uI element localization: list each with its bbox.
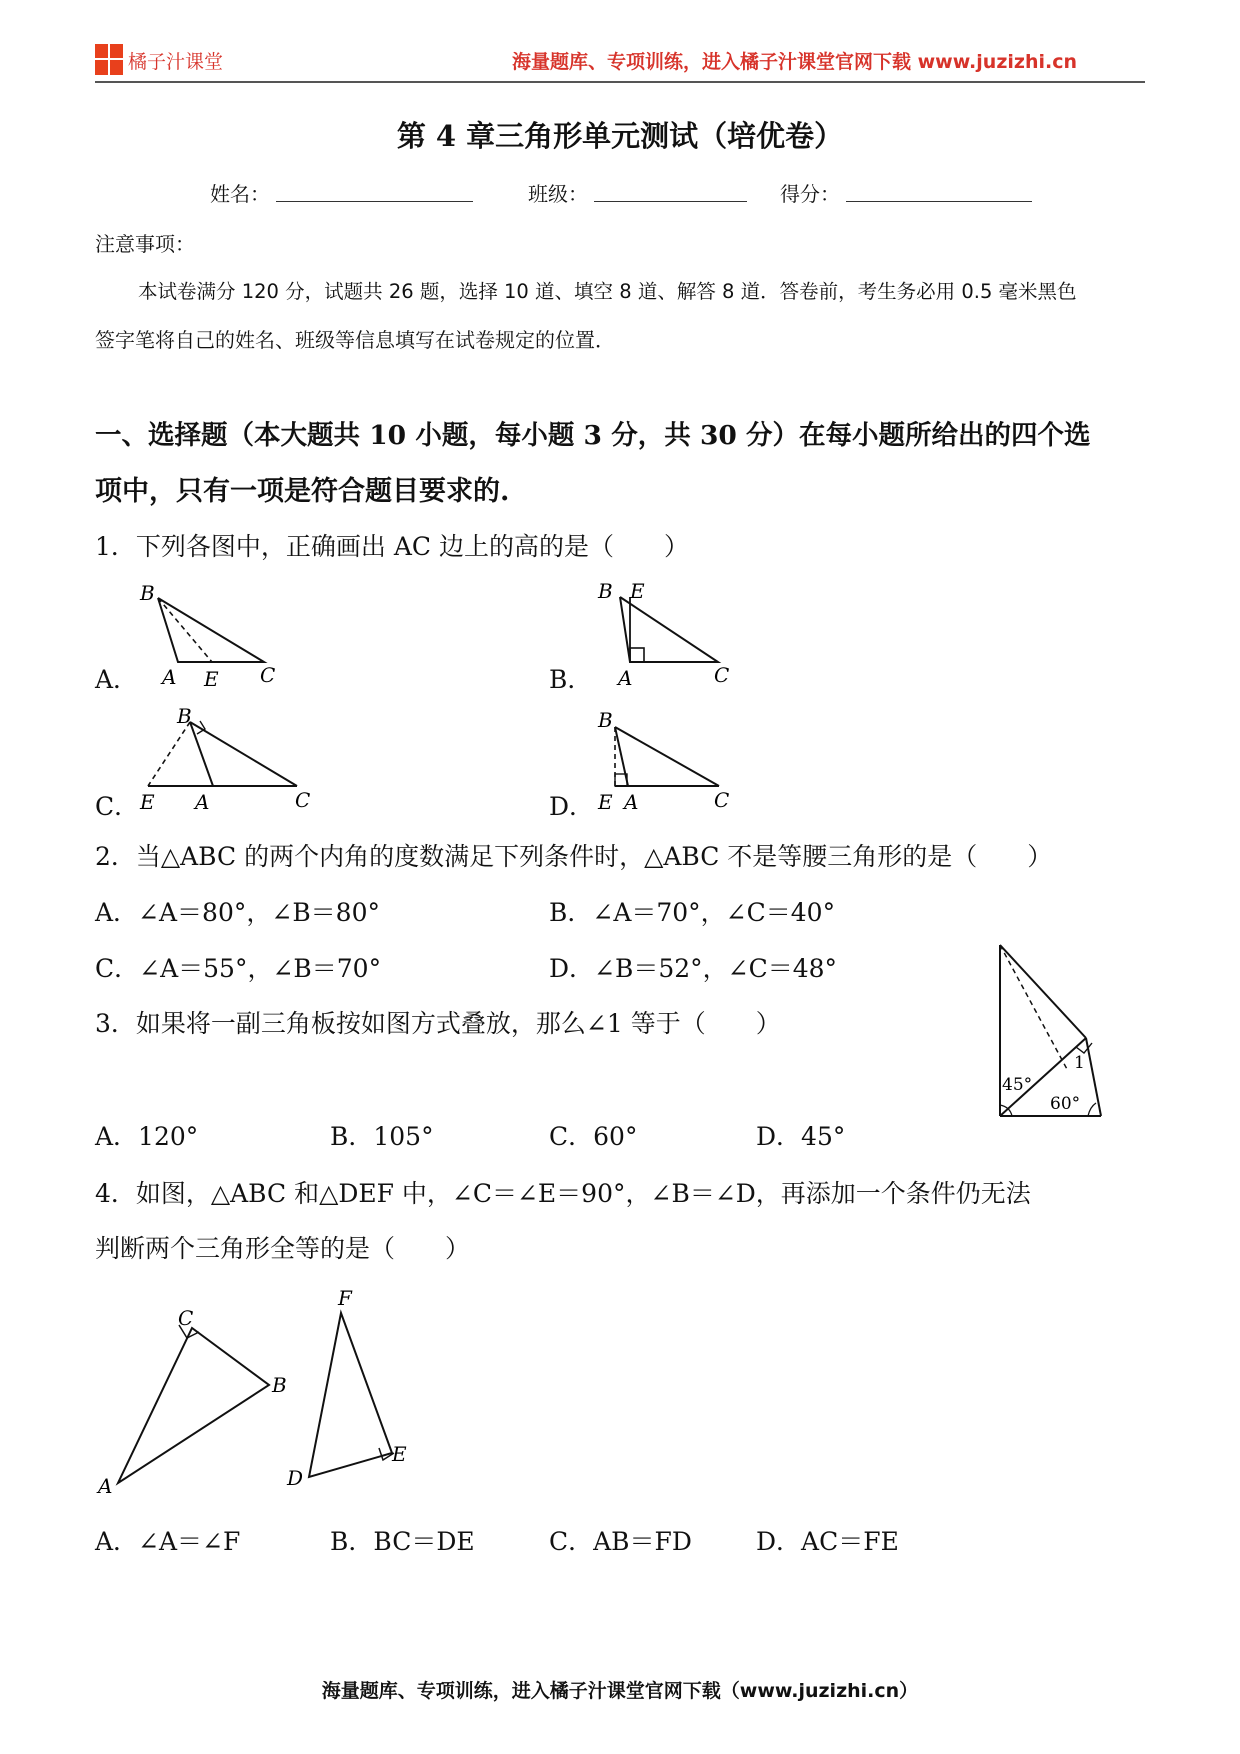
class-field[interactable] [594,201,747,202]
q1b-label-a: A [618,666,633,690]
q1c-label-a: A [195,790,210,814]
score-field[interactable] [846,201,1032,202]
q1a-label-a: A [162,665,177,689]
q1c-label-c: C [295,788,311,812]
q2-option-a[interactable]: A．∠A＝80°，∠B＝80° [95,898,380,927]
q4-label-e: E [392,1442,407,1466]
q1d-label-b: B [598,708,613,732]
name-field[interactable] [276,201,473,202]
q1c-label-b: B [177,705,192,728]
q4-triangles-figure [90,1285,420,1505]
q4-option-a[interactable]: A．∠A＝∠F [95,1527,241,1556]
q4-label-a: A [98,1474,113,1498]
q4-option-d[interactable]: D．AC＝FE [756,1527,899,1556]
q4-option-c[interactable]: C．AB＝FD [549,1527,692,1556]
question-1-stem: 1．下列各图中，正确画出 AC 边上的高的是（ ） [95,532,689,561]
q2-option-d[interactable]: D．∠B＝52°，∠C＝48° [549,954,838,983]
q2-option-c[interactable]: C．∠A＝55°，∠B＝70° [95,954,382,983]
q4-label-b: B [272,1373,287,1397]
score-label: 得分： [780,182,840,206]
header-slogan[interactable]: 海量题库、专项训练，进入橘子汁课堂官网下载 www.juzizhi.cn [512,51,1077,73]
q1b-label-b: B [598,579,613,603]
q3-angle-60-label: 60° [1050,1094,1081,1114]
brand-logo-icon [95,44,123,75]
brand-name: 橘子汁课堂 [128,51,224,73]
q1a-label-e: E [204,667,219,690]
q1-option-c[interactable]: C． [95,792,140,821]
q2-option-b[interactable]: B．∠A＝70°，∠C＝40° [549,898,836,927]
q1d-label-c: C [714,788,730,812]
q4-option-b[interactable]: B．BC＝DE [330,1527,475,1556]
q4-label-d: D [287,1466,304,1490]
q3-option-a[interactable]: A．120° [95,1122,199,1151]
header-divider [95,81,1145,83]
name-label: 姓名： [210,182,270,206]
notice-line-2: 签字笔将自己的姓名、班级等信息填写在试卷规定的位置． [95,328,615,352]
q4-label-c: C [178,1306,194,1330]
q3-option-b[interactable]: B．105° [330,1122,434,1151]
q1b-label-e: E [630,579,645,603]
q1d-label-a: A [624,790,639,814]
section-heading-1: 一、选择题（本大题共 10 小题，每小题 3 分，共 30 分）在每小题所给出的四个选 [95,420,1091,451]
q1c-label-e: E [140,790,155,814]
question-2-stem: 2．当△ABC 的两个内角的度数满足下列条件时，△ABC 不是等腰三角形的是（ ） [95,842,1053,871]
q3-option-d[interactable]: D．45° [756,1122,846,1151]
question-3-stem: 3．如果将一副三角板按如图方式叠放，那么∠1 等于（ ） [95,1009,781,1038]
question-4-stem-line-2: 判断两个三角形全等的是（ ） [95,1234,471,1263]
q4-label-f: F [338,1286,352,1310]
q1d-label-e: E [598,790,613,814]
q1-option-a[interactable]: A． [95,665,139,694]
question-4-stem-line-1: 4．如图，△ABC 和△DEF 中，∠C＝∠E＝90°，∠B＝∠D，再添加一个条件仍无法 [95,1179,1031,1208]
q1-figure-a [130,580,290,690]
notice-heading: 注意事项： [95,232,195,256]
q3-angle-1-label: 1 [1074,1053,1085,1073]
q3-angle-45-label: 45° [1002,1075,1033,1095]
q1b-label-c: C [714,663,730,687]
q1a-label-c: C [260,663,276,687]
notice-line-1: 本试卷满分 120 分，试题共 26 题，选择 10 道、填空 8 道、解答 8 道．答卷前，考生务必用 0.5 毫米黑色 [138,280,1077,303]
q1-figure-b [590,575,750,690]
q1-option-b[interactable]: B． [549,665,593,694]
page-footer[interactable]: 海量题库、专项训练，进入橘子汁课堂官网下载（www.juzizhi.cn） [321,1680,919,1702]
q1-figure-c [135,705,315,815]
section-heading-2: 项中，只有一项是符合题目要求的. [95,476,510,507]
q3-triangle-figure [990,935,1120,1135]
q1a-label-b: B [140,581,155,605]
q1-option-d[interactable]: D． [549,792,595,821]
q1-figure-d [590,705,750,815]
q3-option-c[interactable]: C．60° [549,1122,638,1151]
class-label: 班级： [528,182,588,206]
page-title: 第 4 章三角形单元测试（培优卷） [396,119,844,153]
